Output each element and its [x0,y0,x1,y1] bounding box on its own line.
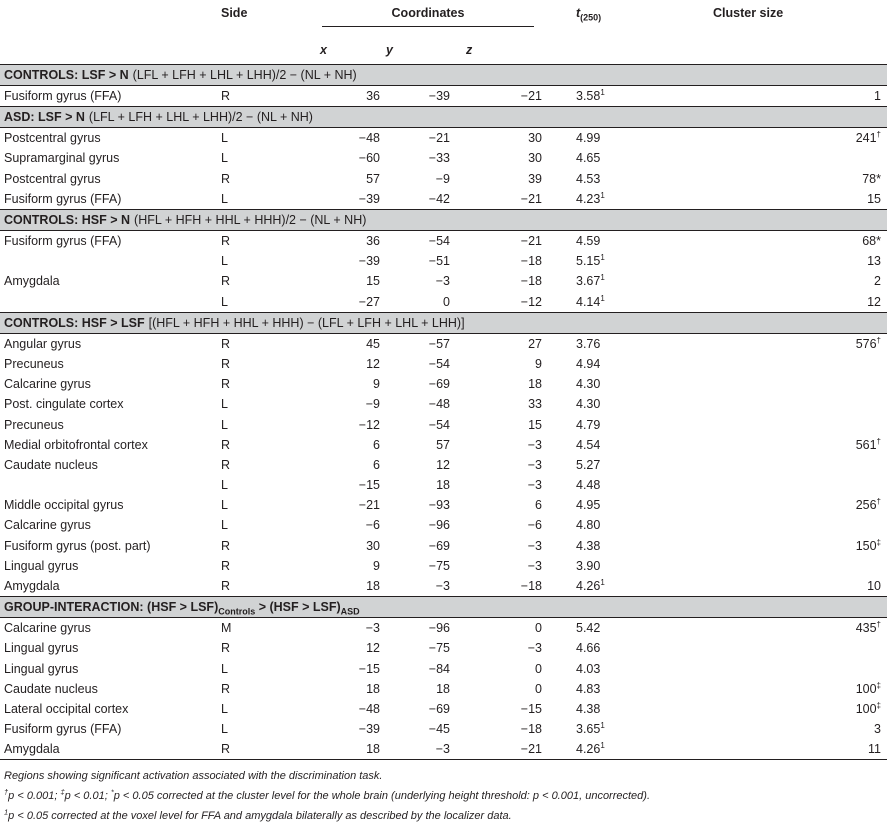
t-cell: 4.66 [576,641,601,656]
t-cell: 4.38 [576,538,601,553]
side-cell: R [221,579,231,594]
y-cell: −84 [428,661,450,676]
table-row [0,515,887,535]
t-cell: 5.42 [576,621,601,636]
cluster-size-cell: 3 [874,722,881,737]
region-cell: Amygdala [4,742,60,757]
section-title-mid: > (HSF > LSF) [255,600,341,615]
t-cell: 3.76 [576,336,601,351]
region-cell: Calcarine gyrus [4,377,91,392]
table-row [0,719,887,739]
z-cell: −3 [527,478,542,493]
section-header [0,597,887,618]
table-body [0,65,887,760]
section-formula: [(HFL + HFH + HHL + HHH) − (LFL + LFH + LHL + LHH)] [148,315,465,330]
y-cell: 0 [443,294,450,309]
z-cell: 33 [528,397,542,412]
side-cell: L [221,191,228,206]
z-cell: −21 [520,191,542,206]
side-cell: R [221,437,231,452]
table-row [0,556,887,576]
z-cell: −3 [527,558,542,573]
z-cell: −18 [520,722,542,737]
table-row [0,86,887,107]
section-header [0,209,887,230]
t-cell: 4.26$^1$ [576,741,605,757]
cluster-size-cell: 13 [867,254,881,269]
x-cell: 30 [366,538,380,553]
z-cell: −18 [520,254,542,269]
side-cell: L [221,661,228,676]
x-cell: −3 [365,621,380,636]
z-cell: −21 [520,89,542,104]
x-cell: 36 [366,234,380,249]
z-cell: −3 [527,457,542,472]
table-row [0,638,887,658]
table-row [0,128,887,149]
t-cell: 4.30 [576,377,601,392]
z-cell: −18 [520,579,542,594]
coordinates-header [304,0,546,36]
section-title: GROUP-INTERACTION: (HSF > LSF) [4,600,219,615]
y-cell: −57 [428,336,450,351]
side-cell: R [221,274,231,289]
y-cell: −21 [428,131,450,146]
table-row [0,189,887,210]
y-cell: −54 [428,417,450,432]
t-cell: 4.53 [576,171,601,186]
z-cell: −3 [527,641,542,656]
side-cell: R [221,356,231,371]
z-cell: −15 [520,701,542,716]
footnote-2: †p < 0.001; ‡p < 0.01; *p < 0.05 corrected at the cluster level for the whole brain (underlying height threshold: p < 0.001, uncorrected). [4,787,651,803]
cluster-size-cell: 68* [862,234,881,249]
cluster-size-cell: 256† [855,497,881,513]
t-label: t [576,6,581,20]
section-formula: (LFL + LFH + LHL + LHH)/2 − (NL + NH) [88,110,313,125]
section-formula: (LFL + LFH + LHL + LHH)/2 − (NL + NH) [132,68,357,82]
section-title-sub: ASD [340,606,360,617]
z-cell: 39 [528,171,542,186]
section-title: CONTROLS: LSF > N [4,68,129,82]
t-cell: 4.65 [576,151,601,166]
y-cell: −3 [435,274,450,289]
side-cell: L [221,722,228,737]
t-cell: 3.58$^1$ [576,87,605,104]
x-cell: 18 [366,742,380,757]
region-cell: Post. cingulate cortex [4,397,124,412]
cluster-size-cell [671,354,887,374]
x-cell: −39 [358,191,380,206]
y-cell: −3 [435,742,450,757]
region-cell [0,251,214,271]
region-header [0,0,214,36]
y-cell: −75 [428,641,450,656]
region-cell: Lingual gyrus [4,558,79,573]
y-cell: −9 [435,171,450,186]
cluster-size-cell [671,515,887,535]
table-row [0,536,887,556]
footnote-1: Regions showing significant activation associated with the discrimination task. [4,770,383,783]
section-formula: (HFL + HFH + HHL + HHH)/2 − (NL + NH) [134,212,367,227]
z-cell: −21 [520,234,542,249]
y-cell: −93 [428,498,450,513]
cluster-size-cell: 15 [867,191,881,206]
y-cell: −96 [428,518,450,533]
section-header [0,312,887,333]
cluster-size-header: Cluster size [713,6,784,20]
coordinates-label: Coordinates [391,6,465,20]
cluster-size-cell [671,148,887,168]
y-cell: −45 [428,722,450,737]
side-cell: R [221,457,231,472]
region-cell: Fusiform gyrus (FFA) [4,722,122,737]
t-cell: 3.67$^1$ [576,273,605,289]
y-cell: −39 [428,89,450,104]
x-cell: 36 [366,89,380,104]
z-cell: 0 [535,661,542,676]
region-cell: Lateral occipital cortex [4,701,129,716]
section-header [0,107,887,128]
z-cell: 27 [528,336,542,351]
side-cell: L [221,417,228,432]
side-cell: L [221,151,228,166]
table-row [0,435,887,455]
x-cell: −48 [358,701,380,716]
t-cell: 4.94 [576,356,601,371]
cluster-size-cell: 100‡ [855,680,881,696]
x-cell: −21 [358,498,380,513]
x-cell: 57 [366,171,380,186]
y-cell: −75 [428,558,450,573]
side-cell: L [221,518,228,533]
x-cell: 6 [373,437,380,452]
side-cell: L [221,254,228,269]
cluster-size-cell: 435† [855,620,881,636]
side-cell: L [221,131,228,146]
y-cell: −48 [428,397,450,412]
z-cell: 18 [528,377,542,392]
t-cell: 4.80 [576,518,601,533]
side-cell: R [221,171,231,186]
t-header [546,0,671,36]
region-cell: Angular gyrus [4,336,82,351]
table-row [0,455,887,475]
side-cell: L [221,397,228,412]
region-cell: Fusiform gyrus (post. part) [4,538,151,553]
x-cell: 6 [373,457,380,472]
table-row [0,679,887,699]
t-cell: 4.03 [576,661,601,676]
region-cell: Medial orbitofrontal cortex [4,437,148,452]
side-cell: M [221,621,232,636]
t-sub: (250) [580,12,602,23]
x-cell: 12 [366,641,380,656]
region-cell: Precuneus [4,356,64,371]
table-row [0,271,887,291]
region-cell: Amygdala [4,274,60,289]
section-header [0,65,887,86]
z-cell: 30 [528,151,542,166]
z-cell: 9 [535,356,542,371]
x-cell: 18 [366,681,380,696]
section-title: CONTROLS: HSF > LSF [4,315,145,330]
cluster-size-cell [671,394,887,414]
region-cell: Middle occipital gyrus [4,498,124,513]
region-cell: Fusiform gyrus (FFA) [4,234,122,249]
t-cell: 4.14$^1$ [576,293,605,309]
side-cell: R [221,681,231,696]
cluster-size-cell: 1 [874,89,881,104]
z-cell: 0 [535,681,542,696]
x-cell: −12 [358,417,380,432]
footnote-3: $^1$p < 0.05 corrected at the voxel level for FFA and amygdala bilaterally as described by the localizer data. [4,807,512,823]
cluster-size-cell: 100‡ [855,700,881,716]
cluster-size-cell: 2 [874,274,881,289]
y-cell: 57 [436,437,450,452]
z-cell: 6 [535,498,542,513]
x-cell: −15 [358,661,380,676]
side-cell: R [221,377,231,392]
t-cell: 4.30 [576,397,601,412]
y-cell: −51 [428,254,450,269]
t-cell: 4.79 [576,417,601,432]
table-row [0,374,887,394]
table-row [0,354,887,374]
side-cell: L [221,478,228,493]
t-cell: 3.65$^1$ [576,721,605,737]
region-cell: Fusiform gyrus (FFA) [4,191,122,206]
cluster-size-cell [671,455,887,475]
y-cell: −69 [428,377,450,392]
y-cell: −54 [428,234,450,249]
region-cell: Precuneus [4,417,64,432]
y-cell: −69 [428,538,450,553]
side-cell: L [221,294,228,309]
table-row [0,659,887,679]
z-cell: −6 [527,518,542,533]
region-cell: Calcarine gyrus [4,621,91,636]
x-cell: 15 [366,274,380,289]
cluster-size-cell [671,638,887,658]
t-cell: 5.15$^1$ [576,253,605,269]
x-header: x [320,43,327,57]
section-title: ASD: LSF > N [4,110,85,125]
y-cell: −33 [428,151,450,166]
t-cell: 5.27 [576,457,601,472]
section-title: CONTROLS: HSF > N [4,212,131,227]
region-cell: Amygdala [4,579,60,594]
table-row [0,148,887,168]
cluster-size-cell: 241† [855,130,881,146]
z-cell: 0 [535,621,542,636]
x-cell: −39 [358,254,380,269]
cluster-size-cell: 78* [862,171,881,186]
y-cell: −96 [428,621,450,636]
table-row [0,230,887,251]
section-title-sub: Controls [218,606,256,617]
x-cell: 45 [366,336,380,351]
footnotes [0,766,887,826]
x-cell: 9 [373,558,380,573]
region-cell: Supramarginal gyrus [4,151,120,166]
cluster-size-cell: 150‡ [855,537,881,553]
y-header: y [386,43,393,57]
side-cell: R [221,641,231,656]
region-cell: Calcarine gyrus [4,518,91,533]
region-cell [0,475,214,495]
y-cell: 12 [436,457,450,472]
side-cell: R [221,89,231,104]
side-cell: R [221,558,231,573]
x-cell: −60 [358,151,380,166]
table-row [0,394,887,414]
z-cell: −3 [527,437,542,452]
x-cell: 12 [366,356,380,371]
z-cell: −18 [520,274,542,289]
cluster-size-cell: 12 [867,294,881,309]
side-header: Side [221,6,248,20]
table-row [0,495,887,515]
x-cell: −48 [358,131,380,146]
z-cell: −21 [520,742,542,757]
region-cell: Postcentral gyrus [4,131,101,146]
cluster-size-cell [671,475,887,495]
region-cell: Caudate nucleus [4,681,98,696]
region-cell: Postcentral gyrus [4,171,101,186]
y-cell: −54 [428,356,450,371]
table-row [0,739,887,760]
cluster-size-cell [671,414,887,434]
cluster-size-cell [671,659,887,679]
cluster-size-cell [671,374,887,394]
t-cell: 4.38 [576,701,601,716]
y-cell: −3 [435,579,450,594]
z-cell: 30 [528,131,542,146]
table-row [0,699,887,719]
t-cell: 4.59 [576,234,601,249]
y-cell: 18 [436,478,450,493]
side-cell: L [221,498,228,513]
region-cell: Lingual gyrus [4,661,79,676]
table-row [0,169,887,189]
region-cell: Lingual gyrus [4,641,79,656]
y-cell: −42 [428,191,450,206]
side-cell: L [221,701,228,716]
y-cell: −69 [428,701,450,716]
t-cell: 4.99 [576,131,601,146]
t-cell: 4.95 [576,498,601,513]
t-cell: 4.83 [576,681,601,696]
x-cell: −9 [365,397,380,412]
cluster-size-cell: 10 [867,579,881,594]
x-cell: −15 [358,478,380,493]
t-cell: 4.48 [576,478,601,493]
table-header [0,0,887,65]
cluster-size-cell: 561† [855,436,881,452]
side-cell: R [221,538,231,553]
region-cell [0,292,214,313]
x-cell: 18 [366,579,380,594]
cluster-size-cell: 576† [855,335,881,351]
table-row [0,414,887,434]
table-row [0,475,887,495]
cluster-size-cell [671,556,887,576]
side-cell: R [221,234,231,249]
t-cell: 4.26$^1$ [576,577,605,594]
table-row [0,618,887,639]
z-cell: −3 [527,538,542,553]
x-cell: 9 [373,377,380,392]
table-row [0,292,887,313]
table-row [0,251,887,271]
side-cell: R [221,742,231,757]
t-cell: 3.90 [576,558,601,573]
table-row [0,333,887,354]
table-row [0,576,887,597]
cluster-size-cell: 11 [868,742,881,757]
z-cell: −12 [520,294,542,309]
x-cell: −39 [358,722,380,737]
z-header: z [466,43,473,57]
t-cell: 4.23$^1$ [576,190,605,206]
region-cell: Caudate nucleus [4,457,98,472]
side-cell: R [221,336,231,351]
x-cell: −27 [358,294,380,309]
region-cell: Fusiform gyrus (FFA) [4,89,122,104]
x-cell: −6 [365,518,380,533]
z-cell: 15 [528,417,542,432]
t-cell: 4.54 [576,437,601,452]
y-cell: 18 [436,681,450,696]
